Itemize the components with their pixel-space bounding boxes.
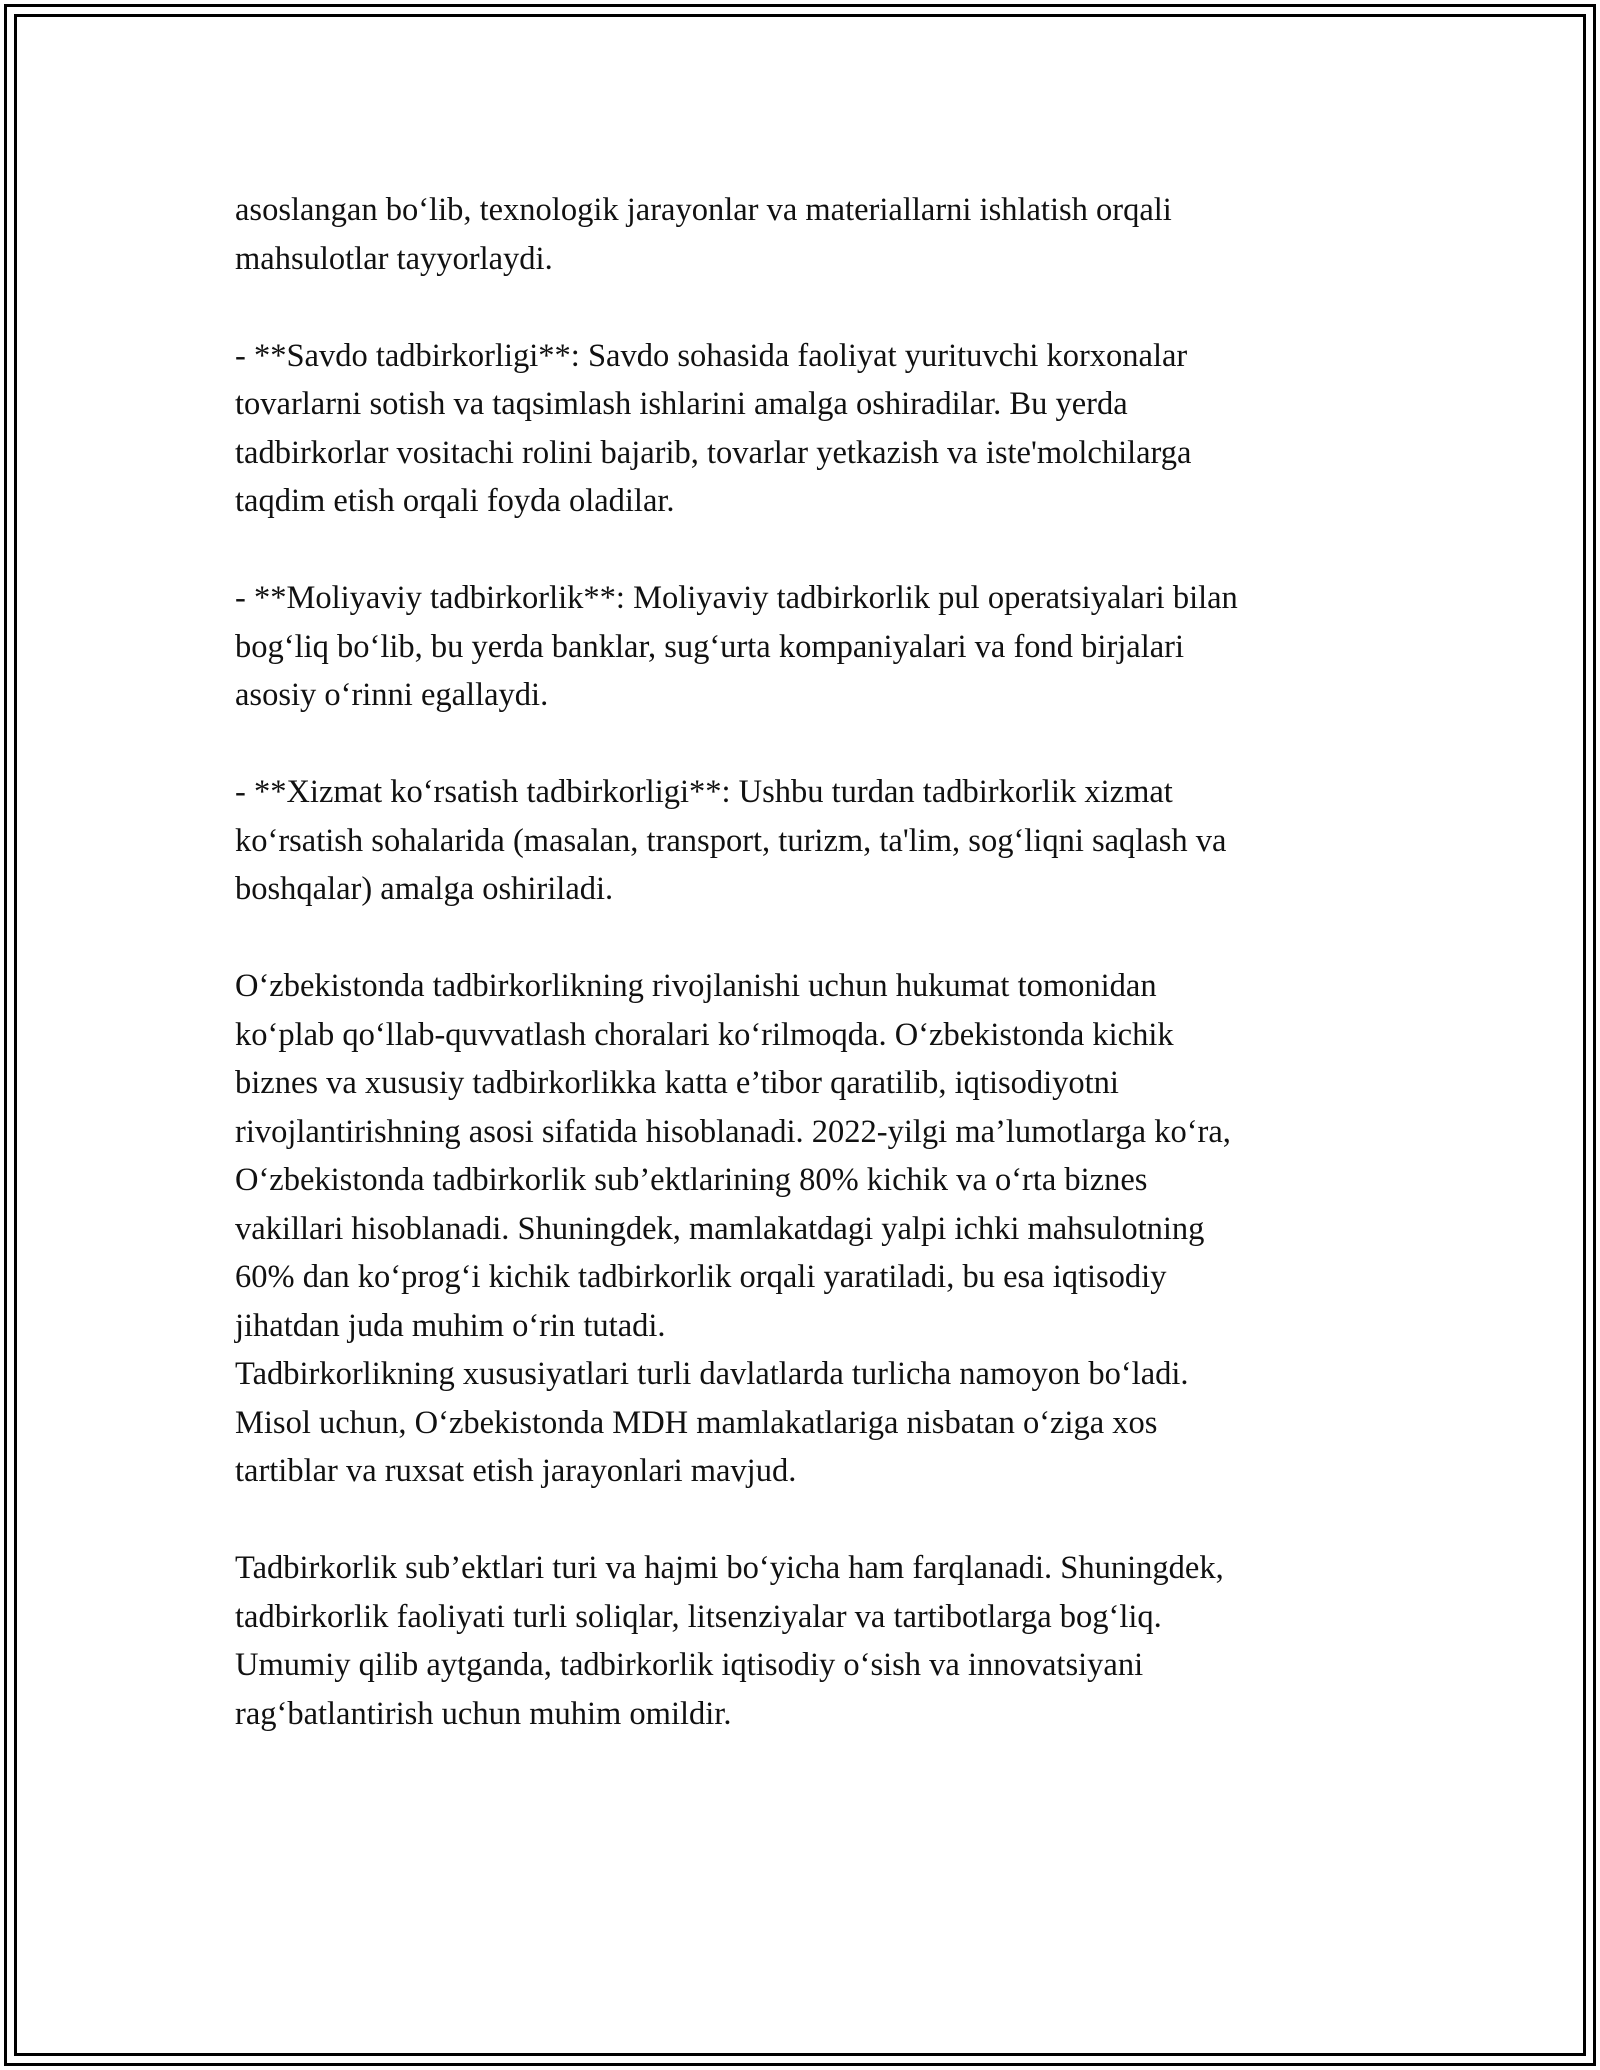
- text-line: tadbirkorlar vositachi rolini bajarib, tovarlar yetkazish va iste'molchilarga: [235, 434, 1192, 471]
- paragraph-financial-entrepreneurship: [235, 574, 1415, 720]
- text-line: - **Savdo tadbirkorligi**: Savdo sohasida faoliyat yurituvchi korxonalar: [235, 337, 1188, 374]
- text-line: taqdim etish orqali foyda oladilar.: [235, 483, 675, 519]
- text-line: Tadbirkorlik sub’ektlari turi va hajmi bo‘yicha ham farqlanadi. Shuningdek,: [235, 1550, 1224, 1586]
- text-line: tovarlarni sotish va taqsimlash ishlarini amalga oshiradilar. Bu yerda: [235, 386, 1128, 422]
- text-line: Umumiy qilib aytganda, tadbirkorlik iqtisodiy o‘sish va innovatsiyani: [235, 1647, 1144, 1683]
- paragraph-conclusion: [235, 1544, 1415, 1738]
- document-body: [235, 186, 1415, 1738]
- text-line: asoslangan bo‘lib, texnologik jarayonlar va materiallarni ishlatish orqali: [235, 192, 1172, 228]
- text-line: tadbirkorlik faoliyati turli soliqlar, litsenziyalar va tartibotlarga bog‘liq.: [235, 1598, 1162, 1635]
- paragraph-service-entrepreneurship: [235, 768, 1415, 914]
- text-line: tartiblar va ruxsat etish jarayonlari mavjud.: [235, 1453, 797, 1489]
- text-line: ko‘plab qo‘llab-quvvatlash choralari ko‘rilmoqda. O‘zbekistonda kichik: [235, 1016, 1174, 1053]
- paragraph-uzbekistan-development: [235, 962, 1415, 1496]
- text-line: ko‘rsatish sohalarida (masalan, transport, turizm, ta'lim, sog‘liqni saqlash va: [235, 822, 1227, 859]
- paragraph-spacer: [235, 283, 1415, 332]
- paragraph-spacer: [235, 1496, 1415, 1545]
- text-line: Misol uchun, O‘zbekistonda MDH mamlakatlariga nisbatan o‘ziga xos: [235, 1404, 1158, 1441]
- paragraph-spacer: [235, 720, 1415, 769]
- text-line: O‘zbekistonda tadbirkorlikning rivojlanishi uchun hukumat tomonidan: [235, 968, 1157, 1004]
- text-line: O‘zbekistonda tadbirkorlik sub’ektlarining 80% kichik va o‘rta biznes: [235, 1162, 1148, 1198]
- text-line: rag‘batlantirish uchun muhim omildir.: [235, 1695, 732, 1732]
- text-line: vakillari hisoblanadi. Shuningdek, mamlakatdagi yalpi ichki mahsulotning: [235, 1210, 1205, 1247]
- paragraph-trade-entrepreneurship: [235, 332, 1415, 526]
- text-line: - **Moliyaviy tadbirkorlik**: Moliyaviy tadbirkorlik pul operatsiyalari bilan: [235, 580, 1238, 616]
- text-line: 60% dan ko‘prog‘i kichik tadbirkorlik orqali yaratiladi, bu esa iqtisodiy: [235, 1259, 1167, 1295]
- paragraph-spacer: [235, 914, 1415, 963]
- text-line: rivojlantirishning asosi sifatida hisoblanadi. 2022-yilgi ma’lumotlarga ko‘ra,: [235, 1113, 1231, 1150]
- text-line: asosiy o‘rinni egallaydi.: [235, 677, 549, 713]
- text-line: biznes va xususiy tadbirkorlikka katta e’tibor qaratilib, iqtisodiyotni: [235, 1065, 1119, 1101]
- paragraph-spacer: [235, 526, 1415, 575]
- text-line: Tadbirkorlikning xususiyatlari turli davlatlarda turlicha namoyon bo‘ladi.: [235, 1356, 1189, 1392]
- text-line: bog‘liq bo‘lib, bu yerda banklar, sug‘urta kompaniyalari va fond birjalari: [235, 628, 1185, 665]
- text-line: mahsulotlar tayyorlaydi.: [235, 240, 553, 277]
- text-line: boshqalar) amalga oshiriladi.: [235, 871, 614, 907]
- text-line: jihatdan juda muhim o‘rin tutadi.: [235, 1307, 666, 1344]
- paragraph-manufacturing-end: [235, 186, 1415, 283]
- text-line: - **Xizmat ko‘rsatish tadbirkorligi**: Ushbu turdan tadbirkorlik xizmat: [235, 774, 1173, 810]
